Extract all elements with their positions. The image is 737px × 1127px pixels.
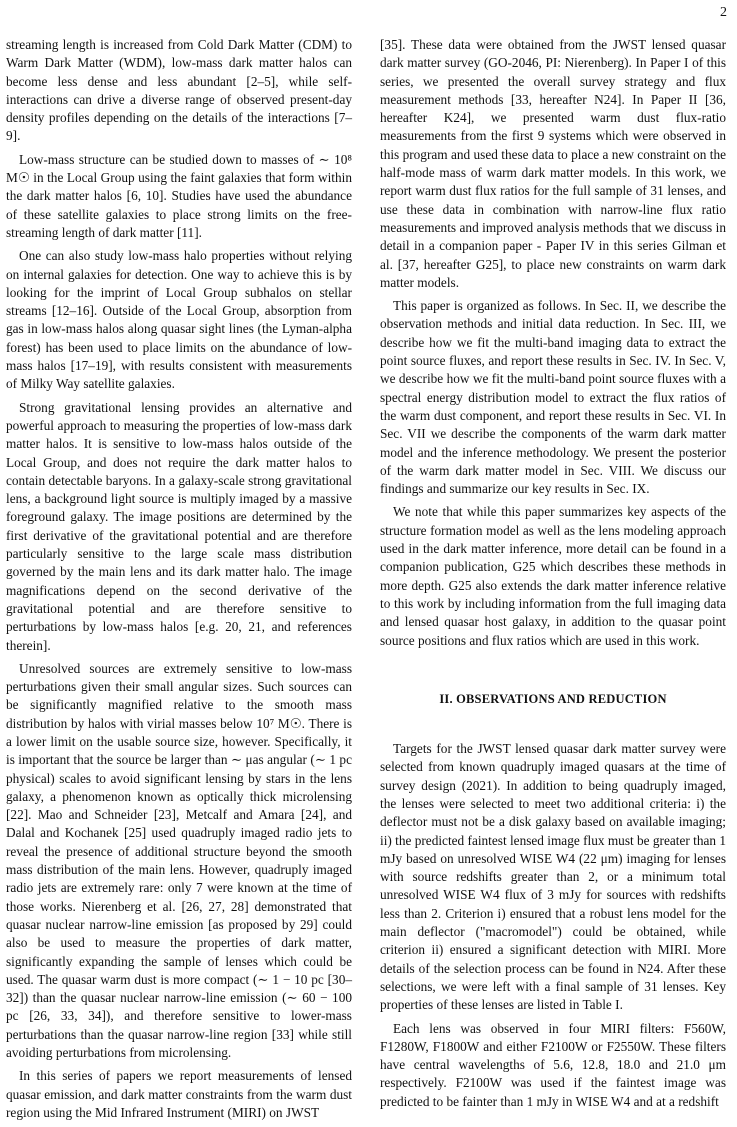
section-heading: II. OBSERVATIONS AND REDUCTION xyxy=(439,691,667,706)
paragraph: Each lens was observed in four MIRI filters: F560W, F1280W, F1800W and either F2100W or F2550W. These filters have central wavelengths of 5.6, 12.8, 18.0 and 21.0 μm respectively. F2100W was used if the faintest image was predicted to be fainter than 1 mJy in WISE W4 and at a redshift xyxy=(380,1020,726,1109)
left-column xyxy=(6,36,352,1127)
paragraph: Strong gravitational lensing provides an alternative and powerful approach to measuring the properties of low-mass dark matter halos. It is sensitive to low-mass halos outside of the Local Group, and does not require the dark matter halos to contain detectable baryons. In a galaxy-scale strong gravitational lens, a background light source is multiply imaged by a massive foreground galaxy. The image positions are determined by the first derivative of the gravitational potential and are therefore particularly sensitive to the large scale mass distribution governed by the main lens and its dark matter halo. The image magnifications depend on the second derivative of the gravitational potential and are therefore sensitive to perturbations by low-mass halos [e.g. 20, 21, and references therein]. xyxy=(6,399,352,653)
paragraph: In this series of papers we report measurements of lensed quasar emission, and dark matter constraints from the warm dust region using the Mid Infrared Instrument (MIRI) on JWST xyxy=(6,1068,352,1120)
paragraph: One can also study low-mass halo properties without relying on internal galaxies for detection. One way to achieve this is by looking for the imprint of Local Group subhalos on stellar streams [12–16]. Outside of the Local Group, absorption from gas in low-mass halos along quasar sight lines (the Lyman-alpha forest) has been used to place limits on the abundance of low-mass halos [17–19], with results consistent with measurements of Milky Way satellite galaxies. xyxy=(6,248,352,392)
paragraph: streaming length is increased from Cold Dark Matter (CDM) to Warm Dark Matter (WDM), low-mass dark matter halos can become less dense and less abundant [2–5], while self-interactions can drive a diverse range of observed present-day density profiles depending on the details of the interactions [7–9]. xyxy=(6,37,352,144)
paragraph: [35]. These data were obtained from the JWST lensed quasar dark matter survey (GO-2046, PI: Nierenberg). In Paper I of this series, we presented the overall survey strategy and flux measurement methods [33, hereafter N24]. In Paper II [36, hereafter K24], we presented warm dust flux-ratio measurements from the first 9 systems which were observed in this program and used these data to place a new constraint on the half-mode mass of warm dark matter models. In this work, we report warm dust flux ratios for the full sample of 31 lenses, and use these data in combination with narrow-line flux ratio measurements and improved analysis methods that we discuss in detail in a companion paper - Paper IV in this series Gilman et al. [37, hereafter G25], to place new constraints on warm dark matter models. xyxy=(380,37,726,290)
paragraph: Low-mass structure can be studied down to masses of ∼ 10⁸ M☉ in the Local Group using the faint galaxies that form within the dark matter halos [6, 10]. Studies have used the abundance of these satellite galaxies to place strong limits on the free-streaming length of dark matter [11]. xyxy=(6,151,352,240)
paragraph: Targets for the JWST lensed quasar dark matter survey were selected from known quadruply imaged quasars at the time of survey design (2021). In addition to being quadruply imaged, the lenses were selected to meet two additional criteria: i) the deflector must not be a disk galaxy based on available imaging; ii) the predicted faintest lensed image flux must be greater than 1 mJy based on unresolved WISE W4 (22 μm) imaging for lenses with source redshifts greater than 2, or a minimum total unresolved WISE W4 flux of 3 mJy for sources with redshifts less than 2. Criterion i) ensured that a robust lens model for the main deflector ("macromodel") could be obtained, while criterion ii) ensured a significant detection with MIRI. More details of the selection process can be found in N24. After these selections, we were left with a final sample of 31 lenses. Key properties of these lenses are listed in Table I. xyxy=(380,741,726,1013)
paragraph: We note that while this paper summarizes key aspects of the structure formation model as well as the lens modeling approach used in the dark matter inference, more detail can be found in a companion publication, G25 which describes these methods in more depth. G25 also extends the dark matter inference relative to this work by including information from the full imaging data and lensed quasar host galaxy, in addition to the quasar point source positions and flux ratios which are used in this work. xyxy=(380,504,726,648)
right-column xyxy=(380,36,726,1116)
paragraph: Unresolved sources are extremely sensitive to low-mass perturbations given their small angular sizes. Such sources can be significantly magnified relative to the smooth mass distribution by halos with virial masses below 10⁷ M☉. There is a lower limit on the usable source size, however. Specifically, it is important that the source be larger than ∼ μas angular (∼ 1 pc physical) scales to avoid significant lensing by stars in the lens galaxy, a phenomenon known as optically thick microlensing [22]. Mao and Schneider [23], Metcalf and Amara [24], and Dalal and Kochanek [25] used quadruply imaged radio jets to reveal the presence of additional structure beyond the smooth mass distribution of the main lens. However, quadruply imaged radio jets are extremely rare: only 7 were known at the time of those works. Nierenberg et al. [26, 27, 28] demonstrated that quasar nuclear narrow-line emission [as proposed by 29] could also be used to measure the properties of dark matter, significantly expanding the sample of lenses which could be used. The quasar warm dust is more compact (∼ 1 − 10 pc [30–32]) than the quasar nuclear narrow-line emission (∼ 60 − 100 pc [26, 33, 34]), and therefore sensitive to lower-mass perturbations than the quasar narrow-line region [33] while still avoiding perturbations from microlensing. xyxy=(6,660,352,1061)
page-number: 2 xyxy=(720,5,727,20)
paragraph: This paper is organized as follows. In Sec. II, we describe the observation methods and initial data reduction. In Sec. III, we describe how we fit the multi-band imaging data to extract the point source fluxes, and report these results in Sec. IV. In Sec. V, we describe how we fit the multi-band point source fluxes with a spectral energy distribution model to extract the flux ratios of the warm dust component, and report these results in Sec. VI. In Sec. VII we describe the components of the warm dark matter model and the inference methodology. We present the posterior of the warm dark matter model in Sec. VIII. We discuss our findings and summarize our key results in Sec. IX. xyxy=(380,298,726,497)
